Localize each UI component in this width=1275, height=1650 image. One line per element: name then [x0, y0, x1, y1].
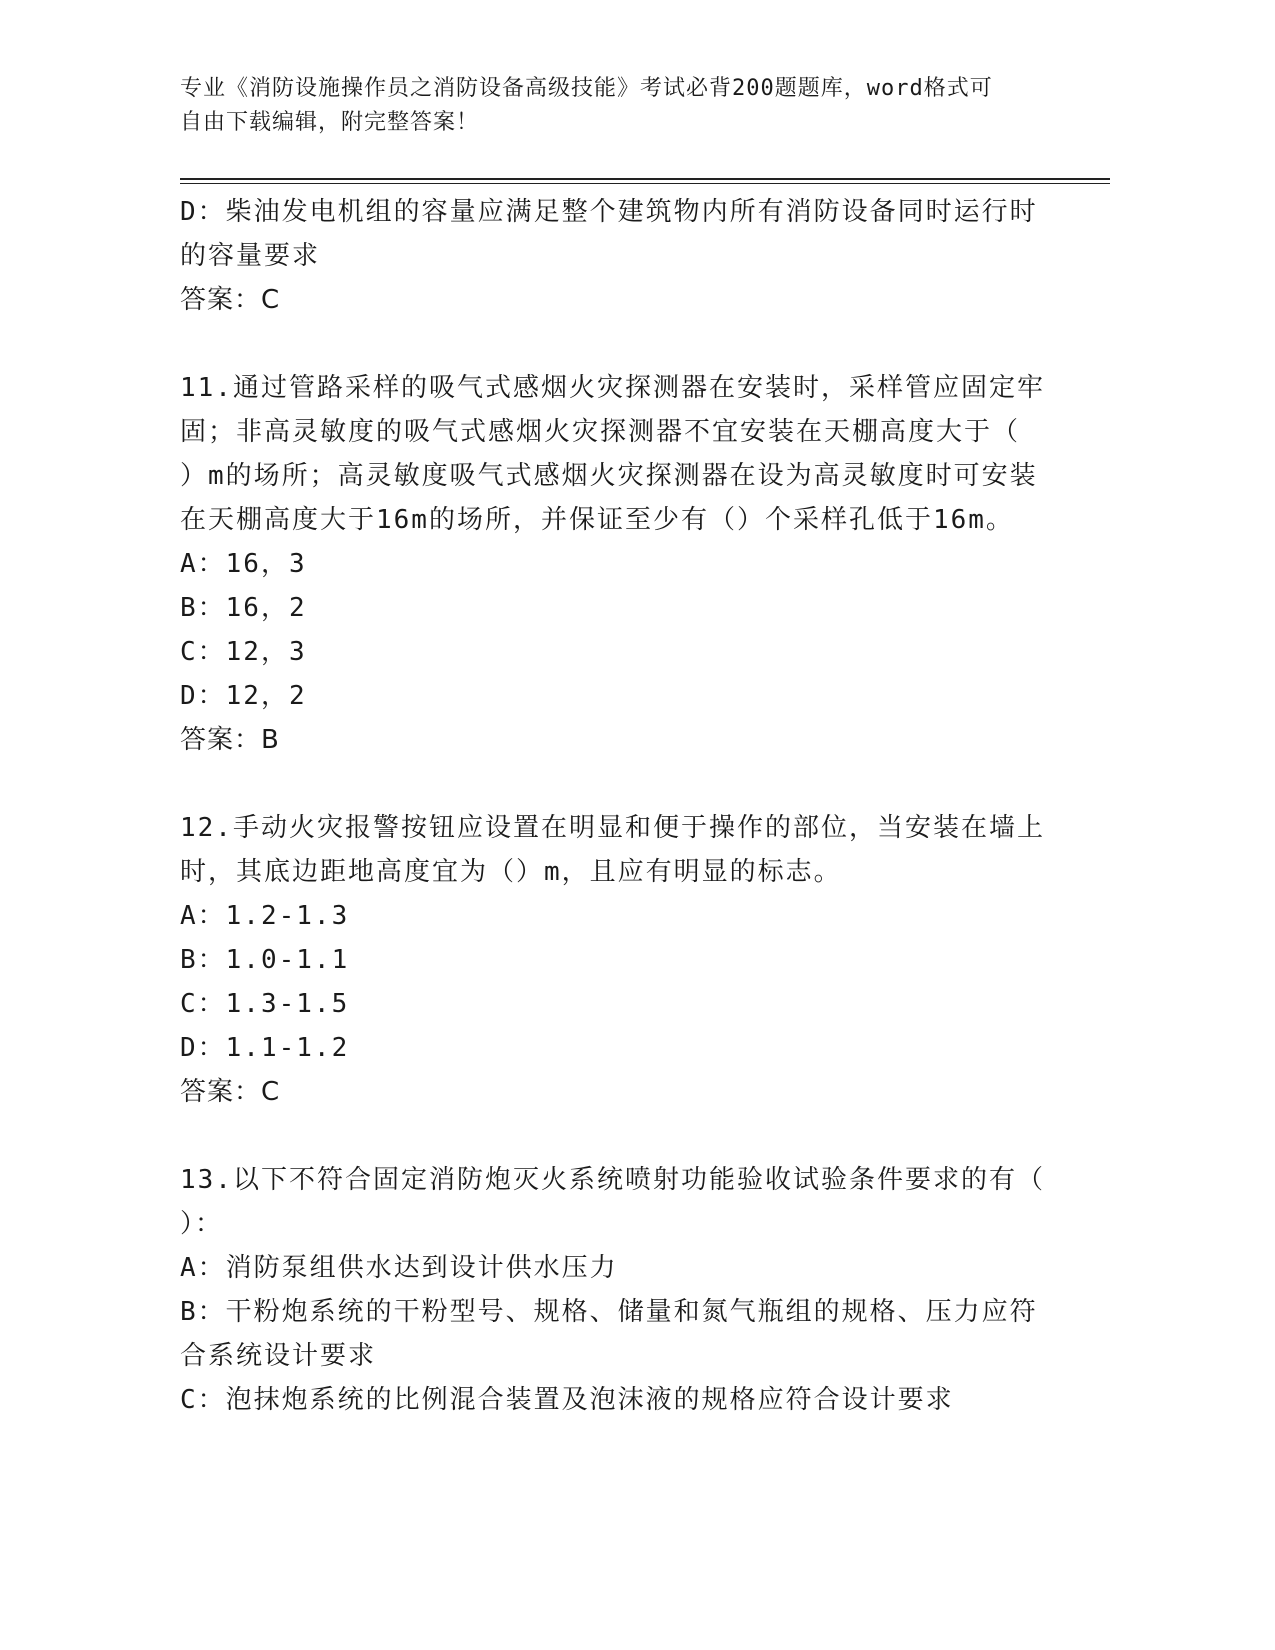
option-d-line-2: 的容量要求 — [180, 241, 321, 271]
question-stem-line: 固；非高灵敏度的吸气式感烟火灾探测器不宜安装在天棚高度大于（ — [180, 417, 1021, 447]
option-b: B：干粉炮系统的干粉型号、规格、储量和氮气瓶组的规格、压力应符 — [180, 1297, 1038, 1327]
answer-line: 答案：B — [180, 725, 280, 755]
option-b: B：1.0-1.1 — [180, 945, 350, 975]
question-stem-line: 时，其底边距地高度宜为（）m，且应有明显的标志。 — [180, 857, 842, 887]
header-divider-thin — [180, 183, 1110, 184]
option-a: A：1.2-1.3 — [180, 901, 350, 931]
header-line-1: 专业《消防设施操作员之消防设备高级技能》考试必背200题题库，word格式可 — [180, 76, 993, 101]
option-d: D：1.1-1.2 — [180, 1033, 350, 1063]
spacer — [180, 322, 1080, 366]
option-d: D：12，2 — [180, 681, 307, 711]
option-b-continued: 合系统设计要求 — [180, 1341, 377, 1371]
question-stem-line: 13.以下不符合固定消防炮灭火系统喷射功能验收试验条件要求的有（ — [180, 1165, 1045, 1195]
option-c: C：12，3 — [180, 637, 307, 667]
option-d-line-1: D：柴油发电机组的容量应满足整个建筑物内所有消防设备同时运行时 — [180, 197, 1038, 227]
option-b: B：16，2 — [180, 593, 307, 623]
question-stem-line: ）m的场所；高灵敏度吸气式感烟火灾探测器在设为高灵敏度时可安装 — [180, 461, 1038, 491]
option-a: A：16，3 — [180, 549, 307, 579]
document-body — [180, 190, 1080, 1422]
document-header — [180, 72, 1080, 140]
option-c: C：1.3-1.5 — [180, 989, 350, 1019]
answer-line: 答案：C — [180, 285, 281, 315]
option-a: A：消防泵组供水达到设计供水压力 — [180, 1253, 618, 1283]
spacer — [180, 1114, 1080, 1158]
spacer — [180, 762, 1080, 806]
header-line-2: 自由下载编辑，附完整答案！ — [180, 110, 480, 135]
answer-line: 答案：C — [180, 1077, 281, 1107]
question-stem-line: 在天棚高度大于16m的场所，并保证至少有（）个采样孔低于16m。 — [180, 505, 1014, 535]
header-divider-thick — [180, 178, 1110, 180]
option-c: C：泡抹炮系统的比例混合装置及泡沫液的规格应符合设计要求 — [180, 1385, 954, 1415]
question-stem-line: 12.手动火灾报警按钮应设置在明显和便于操作的部位，当安装在墙上 — [180, 813, 1045, 843]
question-stem-line: 11.通过管路采样的吸气式感烟火灾探测器在安装时，采样管应固定牢 — [180, 373, 1045, 403]
question-stem-line: ）： — [180, 1209, 224, 1239]
